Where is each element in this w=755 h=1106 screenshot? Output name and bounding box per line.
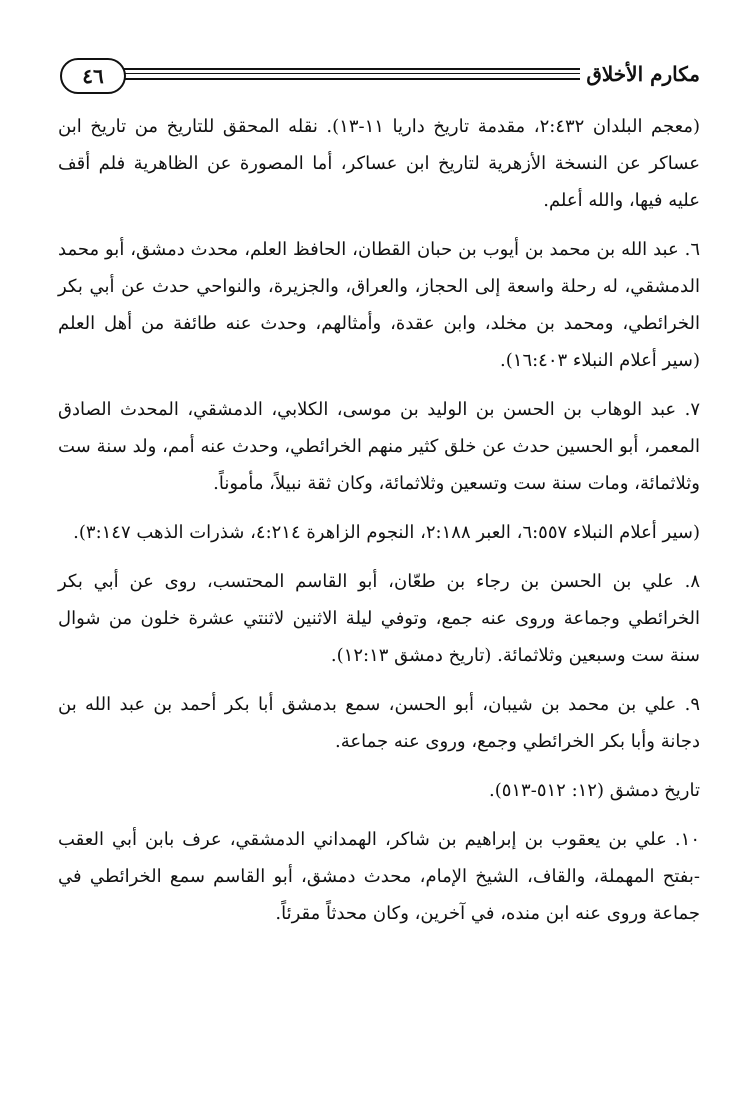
book-title: مكارم الأخلاق — [586, 62, 700, 86]
page-body — [58, 108, 700, 944]
entry-10: ١٠. علي بن يعقوب بن إبراهيم بن شاكر، الهمداني الدمشقي، عرف بابن أبي العقب -بفتح المهملة، والقاف، الشيخ الإمام، محدث دمشق، أبو القاسم سمع الخرائطي في جماعة وروى عنه ابن منده، في آخرين، وكان محدثاً مقرئاً. — [58, 829, 700, 924]
entry-7: ٧. عبد الوهاب بن الحسن بن الوليد بن موسى، الكلابي، الدمشقي، المحدث الصادق المعمر، أبو الحسين حدث عن خلق كثير منهم الخرائطي، وحدث عنه أمم، ولد سنة ست وثلاثمائة، ومات سنة ست وتسعين وثلاثمائة، وكان ثقة نبيلاً، مأموناً. — [58, 399, 700, 494]
entry-9: ٩. علي بن محمد بن شيبان، أبو الحسن، سمع بدمشق أبا بكر أحمد بن عبد الله بن دجانة وأبا بكر الخرائطي وجمع، وروى عنه جماعة. — [58, 694, 700, 752]
entry-8: ٨. علي بن الحسن بن رجاء بن طعّان، أبو القاسم المحتسب، روى عن أبي بكر الخرائطي وجماعة وروى عنه جمع، وتوفي ليلة الاثنين لاثنتي عشرة خلون من شوال سنة ست وسبعين وثلاثمائة. (تاريخ دمشق ١٢:١٣). — [58, 571, 700, 666]
header-ornamental-rule — [118, 68, 580, 82]
page-number — [60, 58, 126, 94]
page-header — [60, 58, 700, 98]
paragraph-reference: (معجم البلدان ٢:٤٣٢، مقدمة تاريخ داريا ١١-١٣). نقله المحقق للتاريخ من تاريخ ابن عساكر عن النسخة الأزهرية لتاريخ ابن عساكر، أما المصورة عن الظاهرية فلم أقف عليه فيها، والله أعلم. — [58, 116, 701, 211]
entry-6: ٦. عبد الله بن محمد بن أيوب بن حبان القطان، الحافظ العلم، محدث دمشق، أبو محمد الدمشقي، له رحلة واسعة إلى الحجاز، والعراق، والجزيرة، والنواحي حدث عن أبي بكر الخرائطي، ومحمد بن مخلد، وابن عقدة، وأمثالهم، وحدث عنه طائفة من أهل العلم (سير أعلام النبلاء ١٦:٤٠٣). — [58, 239, 700, 371]
entry-7-sources: (سير أعلام النبلاء ٦:٥٥٧، العبر ٢:١٨٨، النجوم الزاهرة ٤:٢١٤، شذرات الذهب ٣:١٤٧). — [73, 522, 700, 543]
page-number-text: ٤٦ — [82, 64, 104, 88]
entry-9-sources: تاريخ دمشق (١٢: ٥١٢-٥١٣). — [488, 780, 700, 801]
